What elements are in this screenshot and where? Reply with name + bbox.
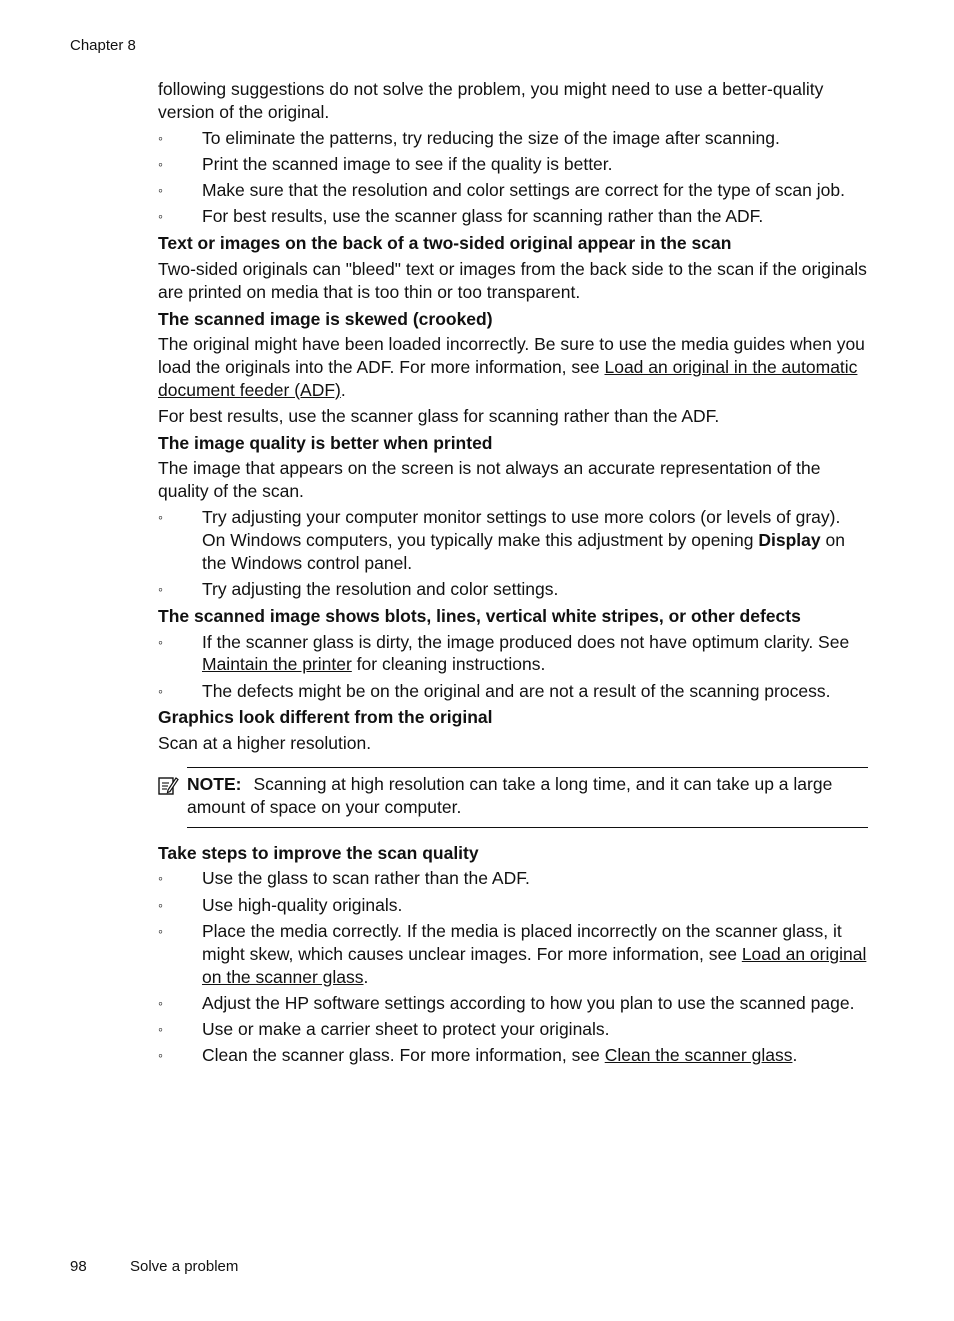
- heading-better-printed: The image quality is better when printed: [158, 432, 493, 453]
- list-item-text: Clean the scanner glass. For more information, see: [202, 1045, 605, 1066]
- list-item-text: Adjust the HP software settings according to how you plan to use the scanned page.: [202, 992, 855, 1013]
- bullet-symbol: ◦: [158, 208, 163, 225]
- bullet-symbol: ◦: [158, 870, 163, 887]
- list-item: [158, 179, 868, 202]
- bullet-symbol: ◦: [158, 182, 163, 199]
- list-item: [158, 205, 868, 228]
- heading-graphics: Graphics look different from the original: [158, 707, 493, 728]
- bullet-symbol: ◦: [158, 896, 163, 913]
- bullet-symbol: ◦: [158, 1021, 163, 1038]
- paragraph-text: .: [340, 380, 346, 401]
- bullet-symbol: ◦: [158, 580, 163, 597]
- note-box: [187, 767, 868, 828]
- bold-display: Display: [758, 529, 821, 550]
- list-item: [158, 578, 868, 601]
- bullet-symbol: ◦: [158, 633, 163, 650]
- link-load-original-glass[interactable]: Load an original on the scanner glass: [202, 943, 867, 987]
- intro-bullet-list: [158, 127, 868, 229]
- list-item-text: For best results, use the scanner glass for scanning rather than the ADF.: [202, 206, 764, 227]
- bullet-symbol: ◦: [158, 155, 163, 172]
- list-item: [158, 894, 868, 917]
- list-item-text: Use or make a carrier sheet to protect your originals.: [202, 1019, 610, 1040]
- list-item-text: on the Windows control panel.: [202, 529, 845, 573]
- page-number: 98: [70, 1258, 87, 1275]
- list-item: [158, 992, 868, 1015]
- list-item: [158, 1018, 868, 1041]
- list-item: [158, 1044, 868, 1067]
- list-item: [158, 867, 868, 890]
- chapter-header: Chapter 8: [70, 37, 136, 54]
- list-item-text: Place the media correctly. If the media is placed incorrectly on the scanner glass, it might skew, which causes unclear images. For more information, see: [202, 921, 842, 964]
- list-item-text: To eliminate the patterns, try reducing the size of the image after scanning.: [202, 127, 780, 148]
- bullet-symbol: ◦: [158, 923, 163, 939]
- bullet-symbol: ◦: [158, 1047, 163, 1064]
- note-label: NOTE:: [187, 774, 242, 795]
- paragraph-skewed: [158, 333, 868, 401]
- list-item-text: .: [363, 966, 369, 987]
- page-content: [158, 78, 868, 1071]
- printed-bullet-list: [158, 506, 868, 601]
- heading-skewed: The scanned image is skewed (crooked): [158, 308, 493, 329]
- paragraph-graphics: Scan at a higher resolution.: [158, 733, 372, 754]
- list-item-text: Use the glass to scan rather than the ADF.: [202, 868, 530, 889]
- note-pencil-icon: [157, 774, 179, 796]
- blots-bullet-list: [158, 631, 868, 703]
- paragraph-skewed-2: For best results, use the scanner glass for scanning rather than the ADF.: [158, 405, 720, 426]
- list-item-text: Try adjusting your computer monitor settings to use more colors (or levels of gray). On Windows computers, you typically make this adjustment by opening: [202, 507, 841, 550]
- paragraph-two-sided: Two-sided originals can "bleed" text or images from the back side to the scan if the originals are printed on media that is too thin or too transparent.: [158, 259, 867, 302]
- bullet-symbol: ◦: [158, 994, 163, 1011]
- bullet-symbol: ◦: [158, 129, 163, 146]
- heading-two-sided: Text or images on the back of a two-sided original appear in the scan: [158, 233, 732, 254]
- bullet-symbol: ◦: [158, 682, 163, 699]
- heading-improve: Take steps to improve the scan quality: [158, 842, 479, 863]
- bullet-symbol: ◦: [158, 509, 163, 526]
- list-item-text: Use high-quality originals.: [202, 894, 403, 915]
- heading-blots: The scanned image shows blots, lines, vertical white stripes, or other defects: [158, 605, 801, 626]
- list-item: [158, 680, 868, 703]
- paragraph-better-printed: The image that appears on the screen is not always an accurate representation of the quality of the scan.: [158, 458, 821, 502]
- list-item-text: Print the scanned image to see if the quality is better.: [202, 153, 613, 174]
- list-item: [158, 631, 868, 677]
- list-item-text: .: [792, 1045, 798, 1066]
- list-item-text: If the scanner glass is dirty, the image produced does not have optimum clarity. See: [202, 631, 850, 652]
- link-load-original-adf[interactable]: Load an original in the automatic document feeder (ADF): [158, 357, 858, 401]
- list-item: [158, 506, 868, 574]
- list-item-text: The defects might be on the original and are not a result of the scanning process.: [202, 680, 831, 701]
- link-maintain-printer[interactable]: Maintain the printer: [202, 654, 352, 675]
- note-text: Scanning at high resolution can take a long time, and it can take up a large amount of space on your computer.: [187, 774, 833, 817]
- list-item: [158, 127, 868, 150]
- list-item-text: Try adjusting the resolution and color settings.: [202, 578, 559, 599]
- paragraph-text: The original might have been loaded incorrectly. Be sure to use the media guides when you load the originals into the ADF. For more information, see: [158, 334, 865, 378]
- improve-bullet-list: [158, 867, 868, 1067]
- list-item-text: Make sure that the resolution and color settings are correct for the type of scan job.: [202, 180, 845, 201]
- intro-paragraph: following suggestions do not solve the problem, you might need to use a better-quality version of the original.: [158, 79, 824, 122]
- footer-section-title: Solve a problem: [130, 1258, 239, 1275]
- list-item: [158, 153, 868, 176]
- list-item-text: for cleaning instructions.: [351, 654, 546, 675]
- link-clean-scanner-glass[interactable]: Clean the scanner glass: [604, 1045, 793, 1066]
- list-item: [158, 920, 868, 988]
- page-footer: [70, 1258, 238, 1275]
